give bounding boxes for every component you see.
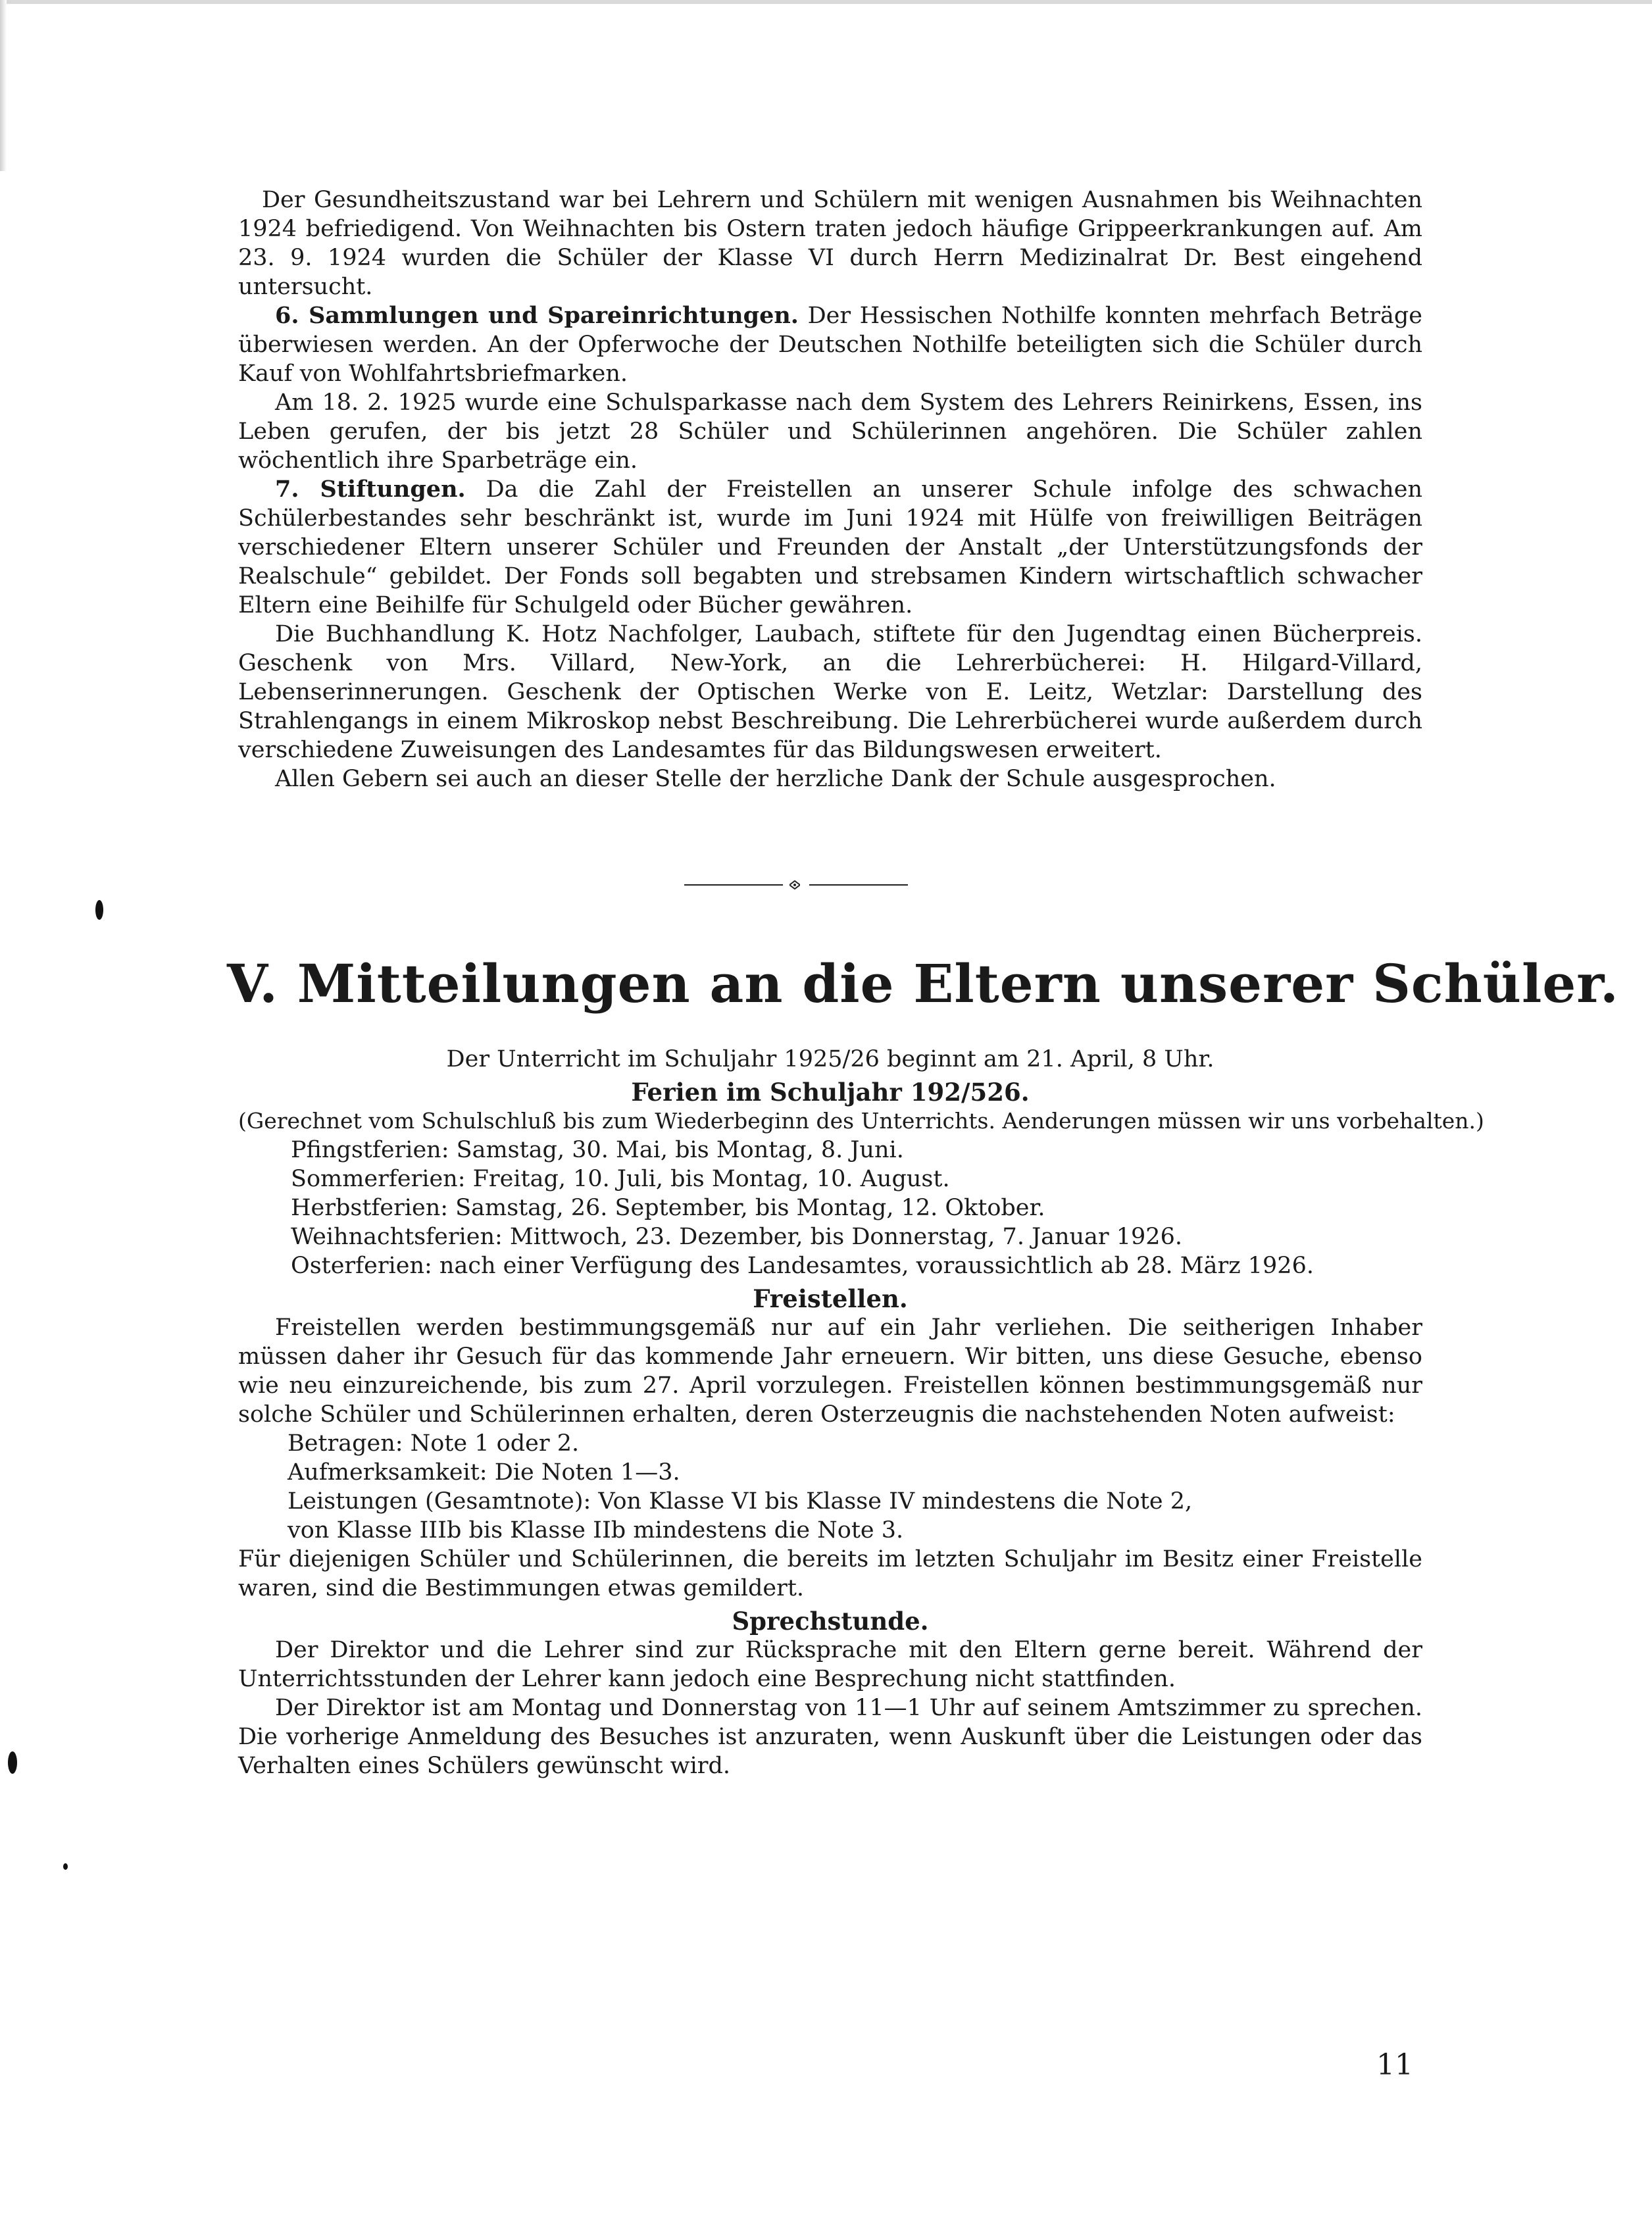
requirement-leistungen-cont: von Klasse IIIb bis Klasse IIb mindestens die Note 3. (288, 1517, 904, 1543)
dank-paragraph: Allen Gebern sei auch an dieser Stelle der herzliche Dank der Schule ausgesprochen. (275, 766, 1276, 792)
freistellen-closing: Für diejenigen Schüler und Schülerinnen, die bereits im letzten Schuljahr im Besitz einer Freistelle waren, sind die Bestimmungen etwas gemildert. (238, 1546, 1422, 1601)
section-divider (684, 878, 908, 891)
page-edge (0, 0, 1652, 4)
list-item: Herbstferien: Samstag, 26. September, bis Montag, 12. Oktober. (291, 1195, 1045, 1221)
scan-speck (8, 1751, 17, 1774)
sammlungen-text: Der Hessischen Nothilfe konnten mehrfach Beträge überwiesen werden. An der Opferwoche der Deutschen Nothilfe beteiligten sich die Schüler durch Kauf von Wohlfahrtsbriefmarken. (238, 303, 1422, 387)
list-item: Weihnachtsferien: Mittwoch, 23. Dezember, bis Donnerstag, 7. Januar 1926. (291, 1224, 1182, 1250)
requirement-aufmerksamkeit: Aufmerksamkeit: Die Noten 1—3. (288, 1459, 680, 1486)
list-item: Sommerferien: Freitag, 10. Juli, bis Montag, 10. August. (291, 1166, 950, 1192)
page-shadow (0, 0, 7, 171)
grade-requirements (238, 1429, 1422, 1545)
sammlungen-heading: 6. Sammlungen und Spareinrichtungen. (275, 302, 799, 329)
sparkasse-paragraph: Am 18. 2. 1925 wurde eine Schulsparkasse nach dem System des Lehrers Reinirkens, Essen, ins Leben gerufen, der bis jetzt 28 Schüler und Schülerinnen angehören. Die Schüler zahlen wöchentlich ihre Sparbeträge ein. (238, 389, 1422, 474)
page-number: 11 (1376, 2048, 1413, 2082)
health-paragraph: Der Gesundheitszustand war bei Lehrern und Schülern mit wenigen Ausnahmen bis Weihnachten 1924 befriedigend. Von Weihnachten bis Ostern traten jedoch häufige Grippeerkrankungen auf. Am 23. 9. 1924 wurden die Schüler der Klasse VI durch Herrn Medizinalrat Dr. Best eingehend untersucht. (238, 187, 1422, 300)
freistellen-paragraph: Freistellen werden bestimmungsgemäß nur auf ein Jahr verliehen. Die seitherigen Inhaber müssen daher ihr Gesuch für das kommende Jahr erneuern. Wir bitten, uns diese Gesuche, ebenso wie neu einzureichende, bis zum 27. April vorzulegen. Freistellen können bestimmungsgemäß nur solche Schüler und Schülerinnen erhalten, deren Osterzeugnis die nachstehenden Noten aufweist: (238, 1315, 1422, 1428)
buchhandlung-paragraph: Die Buchhandlung K. Hotz Nachfolger, Laubach, stiftete für den Jugendtag einen Bücherpreis. Geschenk von Mrs. Villard, New-York, an die Lehrerbücherei: H. Hilgard-Villard, Lebenserinnerungen. Geschenk der Optischen Werke von E. Leitz, Wetzlar: Darstellung des Strahlengangs in einem Mikroskop nebst Beschreibung. Die Lehrerbücherei wurde außerdem durch verschiedene Zuweisungen des Landesamtes für das Bildungswesen erweitert. (238, 621, 1422, 763)
list-item: Pfingstferien: Samstag, 30. Mai, bis Montag, 8. Juni. (291, 1137, 904, 1163)
sprechstunde-heading: Sprechstunde. (732, 1607, 929, 1636)
requirement-leistungen: Leistungen (Gesamtnote): Von Klasse VI bis Klasse IV mindestens die Note 2, (288, 1488, 1193, 1515)
stiftungen-paragraph (238, 475, 1422, 620)
stiftungen-text: Da die Zahl der Freistellen an unserer Schule infolge des schwachen Schülerbestandes sehr beschränkt ist, wurde im Juni 1924 mit Hülfe von freiwilligen Beiträgen verschiedener Eltern unserer Schüler und Freunden der Anstalt „der Unterstützungsfonds der Realschule“ gebildet. Der Fonds soll begabten und strebsamen Kindern wirtschaftlich schwacher Eltern eine Beihilfe für Schulgeld oder Bücher gewähren. (238, 476, 1422, 618)
main-title: V. Mitteilungen an die Eltern unserer Schüler. (227, 953, 1619, 1015)
stiftungen-heading: 7. Stiftungen. (275, 476, 466, 503)
scan-speck (95, 900, 103, 920)
requirement-betragen: Betragen: Note 1 oder 2. (288, 1430, 580, 1457)
sammlungen-paragraph (238, 301, 1422, 388)
freistellen-heading: Freistellen. (753, 1284, 908, 1313)
sprechstunde-paragraph-1: Der Direktor und die Lehrer sind zur Rücksprache mit den Eltern gerne bereit. Während der Unterrichtsstunden der Lehrer kann jedoch eine Besprechung nicht stattfinden. (238, 1637, 1422, 1692)
sprechstunde-paragraph-2: Der Direktor ist am Montag und Donnerstag von 11—1 Uhr auf seinem Amtszimmer zu sprechen. Die vorherige Anmeldung des Besuches ist anzuraten, wenn Auskunft über die Leistungen oder das Verhalten eines Schülers gewünscht wird. (238, 1695, 1422, 1779)
ferien-heading: Ferien im Schuljahr 192/526. (631, 1078, 1030, 1107)
unterricht-line: Der Unterricht im Schuljahr 1925/26 beginnt am 21. April, 8 Uhr. (446, 1046, 1214, 1072)
scan-speck (63, 1863, 68, 1870)
ferien-list (238, 1136, 1422, 1280)
section-parents (238, 1045, 1484, 1780)
list-item: Osterferien: nach einer Verfügung des Landesamtes, voraussichtlich ab 28. März 1926. (291, 1253, 1314, 1279)
ferien-note: (Gerechnet vom Schulschluß bis zum Wiederbeginn des Unterrichts. Aenderungen müssen wir uns vorbehalten.) (238, 1108, 1484, 1134)
diamond-ornament-icon (789, 880, 800, 890)
section-health-savings (238, 186, 1422, 793)
